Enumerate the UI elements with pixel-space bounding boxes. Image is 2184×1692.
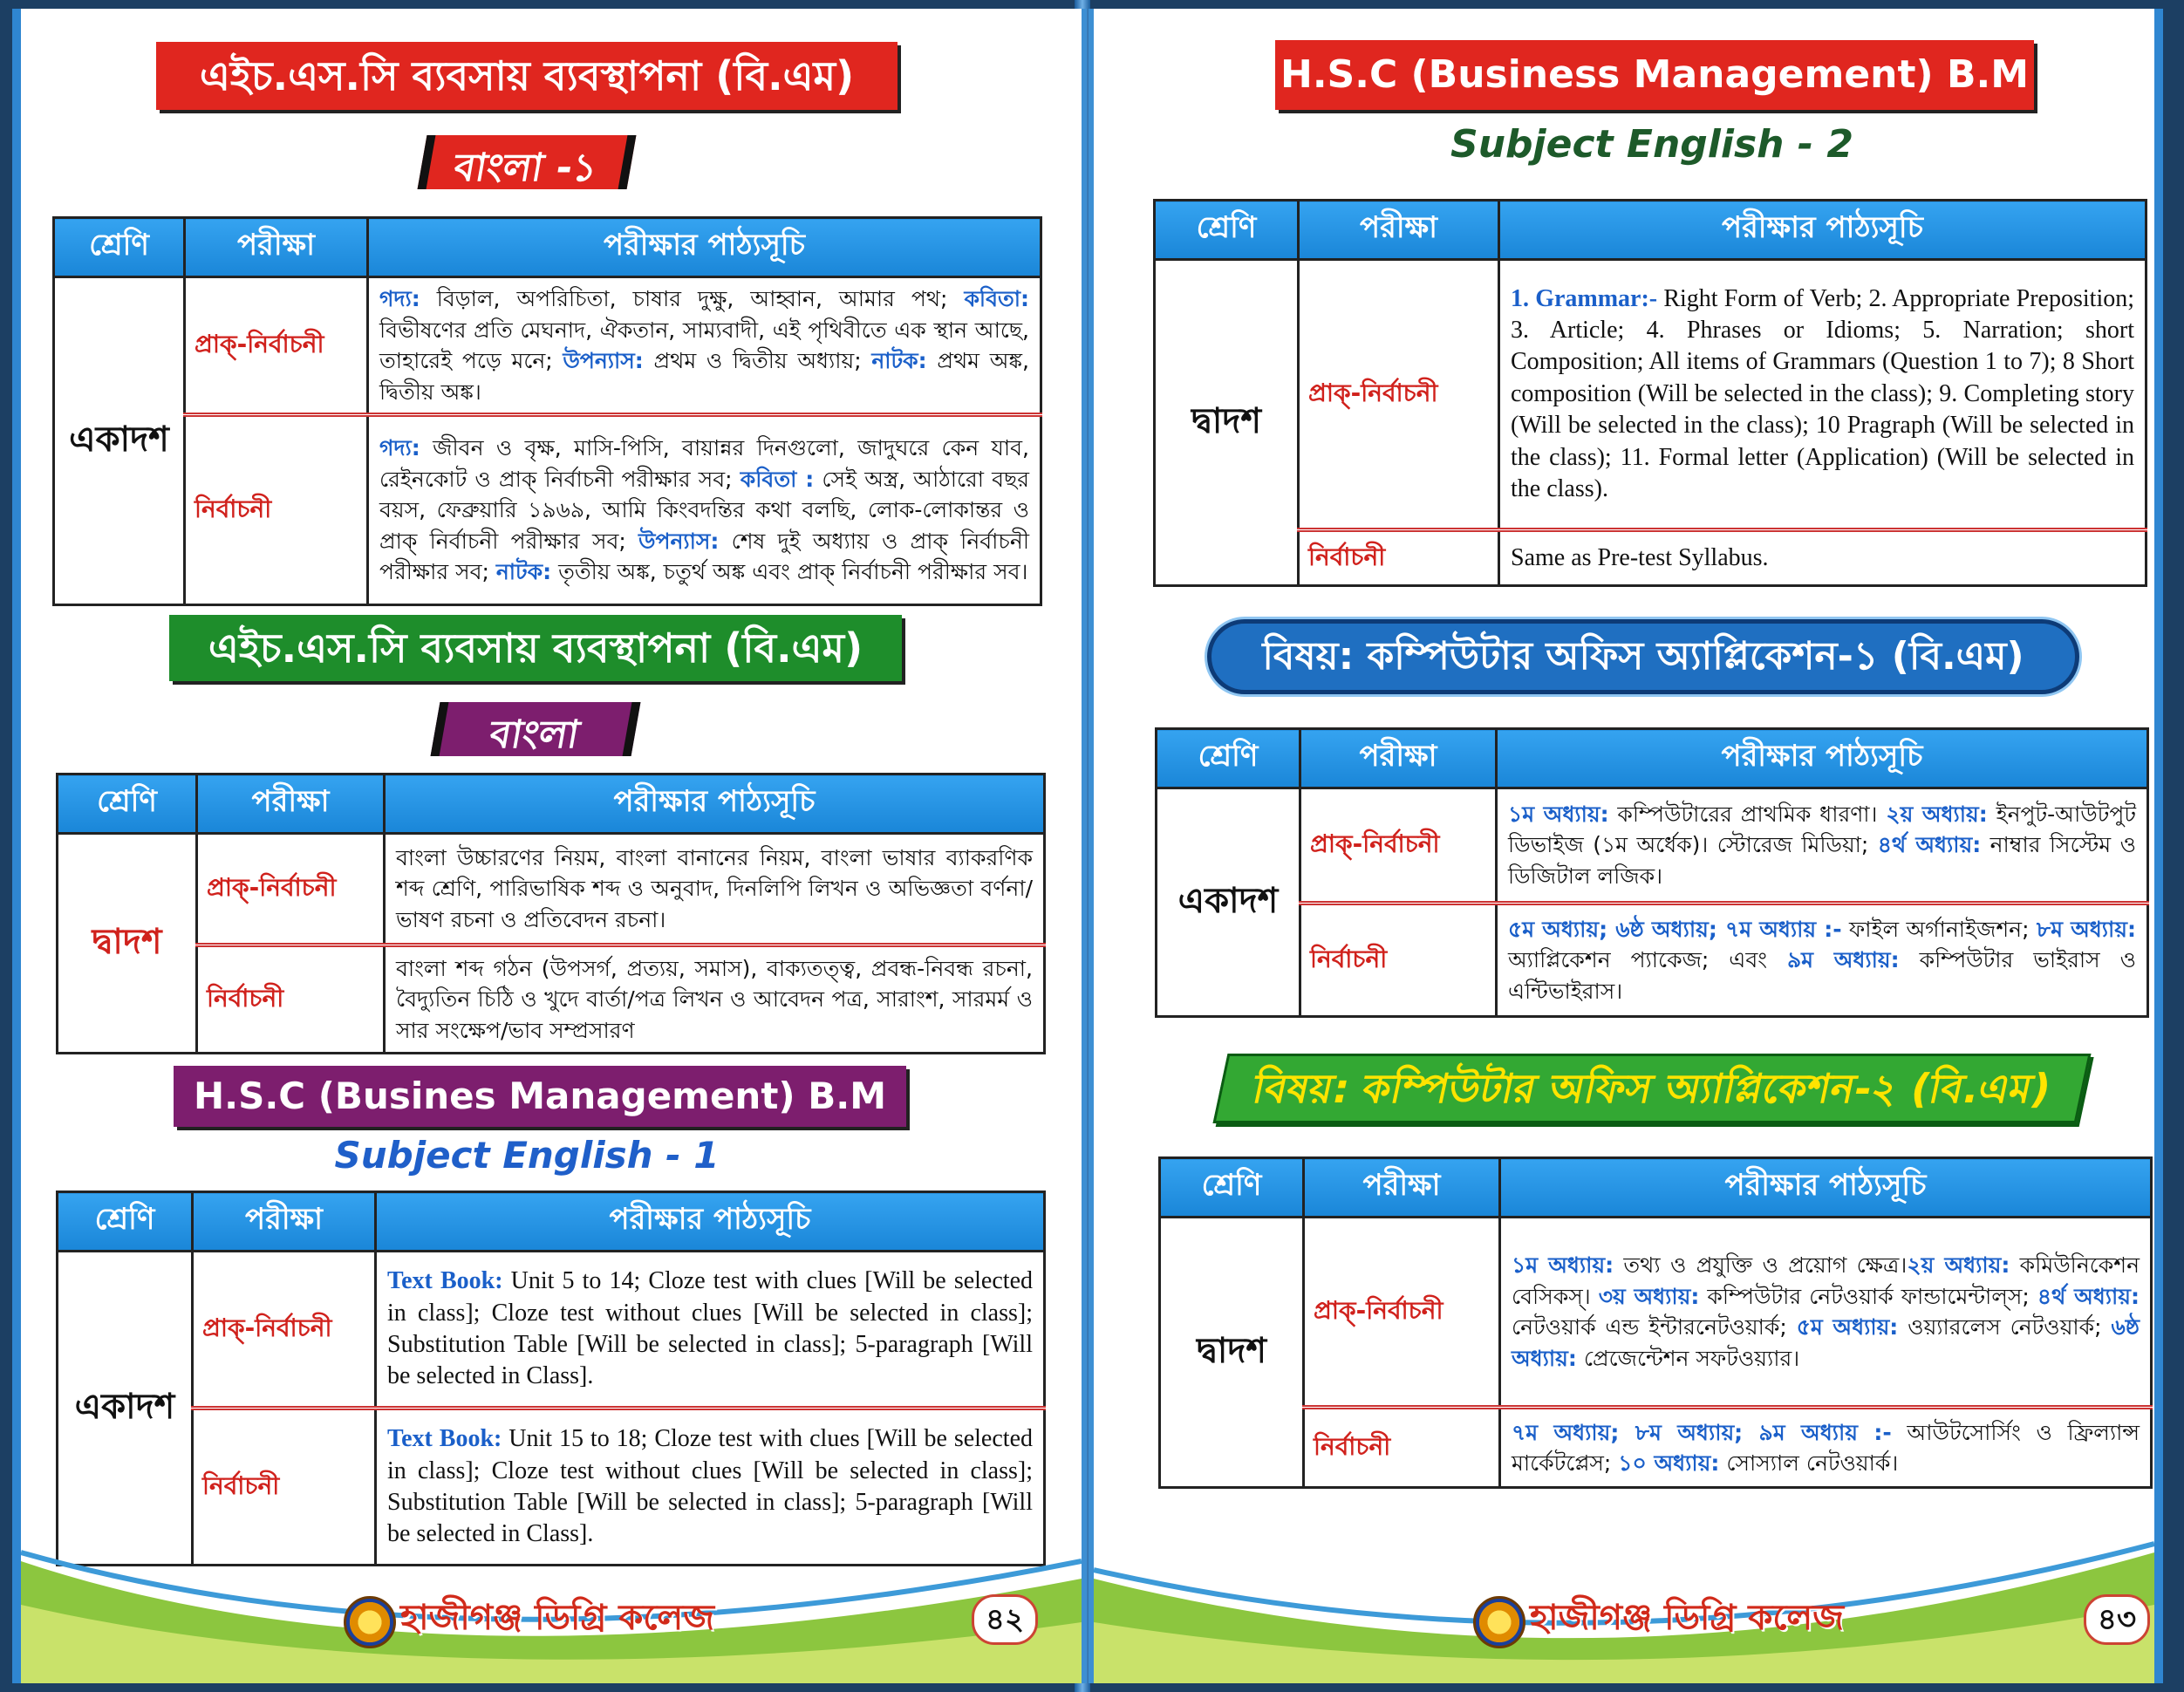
exam-cell-test: নির্বাচনী	[193, 1409, 376, 1566]
syllabus-text: শেষ দুই অধ্যায় ও প্রাক্ নির্বাচনী পরীক্ষার সব;	[379, 528, 1029, 585]
col-header-exam: পরীক্ষা	[1304, 1158, 1500, 1218]
college-name: হাজীগঞ্জ ডিগ্রি কলেজ	[1530, 1598, 1845, 1638]
exam-cell-pretest: প্রাক্-নির্বাচনী	[1299, 260, 1499, 530]
keyword: গদ্য:	[379, 286, 420, 311]
syllabus-text: সোস্যাল নেটওয়ার্ক।	[1719, 1450, 1899, 1476]
class-cell: দ্বাদশ	[1155, 260, 1299, 586]
keyword: ৪র্থ অধ্যায়:	[2037, 1283, 2140, 1309]
exam-cell-test: নির্বাচনী	[1300, 904, 1497, 1017]
syllabus-text: অ্যাপ্লিকেশন প্যাকেজ; এবং	[1508, 947, 1787, 973]
keyword: ৫ম অধ্যায়; ৬ষ্ঠ অধ্যায়; ৭ম অধ্যায় :-	[1508, 916, 1842, 942]
syllabus-text: কমিউনিকেশন বেসিকস্।	[1512, 1252, 2140, 1309]
syllabus-text: জীবন ও বৃক্ষ, মাসি-পিসি, বায়ান্নর দিনগুলো, জাদুঘরে কেন যাব, রেইনকোট ও প্রাক্ নির্বাচনী পরীক্ষার সব;	[379, 435, 1029, 492]
right-banner-english-2: H.S.C (Business Management) B.M	[1275, 40, 2034, 110]
keyword: ২য় অধ্যায়:	[1907, 1252, 2010, 1278]
col-header-class: শ্রেণি	[1157, 729, 1300, 788]
exam-cell-test: নির্বাচনী	[185, 415, 368, 605]
keyword: ৭ম অধ্যায়; ৮ম অধ্যায়; ৯ম অধ্যায় :-	[1512, 1419, 1892, 1445]
left-page	[12, 9, 1087, 1683]
syllabus-text: বিভীষণের প্রতি মেঘনাদ, ঐকতান, সাম্যবাদী, এই পৃথিবীতে এক স্থান আছে, তাহারেই পড়ে মনে;	[379, 317, 1029, 373]
right-banner-computer-2: বিষয়: কম্পিউটার অফিস অ্যাপ্লিকেশন-২ (বি.এম)	[1212, 1054, 2091, 1123]
col-header-exam: পরীক্ষা	[1300, 729, 1497, 788]
syllabus-cell	[1497, 788, 2148, 904]
col-header-exam: পরীক্ষা	[193, 1192, 376, 1252]
keyword: ৪র্থ অধ্যায়:	[1877, 832, 1982, 858]
syllabus-cell	[1497, 904, 2148, 1017]
keyword: ৬ষ্ঠ অধ্যায়:	[1512, 1314, 2140, 1371]
syllabus-text: কম্পিউটার ভাইরাস ও এন্টিভাইরাস।	[1508, 947, 2136, 1004]
syllabus-cell: বাংলা উচ্চারণের নিয়ম, বাংলা বানানের নিয়ম, বাংলা ভাষার ব্যাকরণিক শব্দ শ্রেণি, পারিভাষিক শব্দ ও অনুবাদ, দিনলিপি লিখন ও অভিজ্ঞতা বর্ণনা/ভাষণ রচনা ও প্রতিবেদন রচনা।	[385, 834, 1045, 945]
class-cell: দ্বাদশ	[58, 834, 197, 1054]
col-header-syllabus: পরীক্ষার পাঠ্যসূচি	[385, 774, 1045, 834]
syllabus-text: আউটসোর্সিং ও ফ্রিল্যান্স মার্কেটপ্লেস;	[1512, 1419, 2140, 1476]
col-header-class: শ্রেণি	[58, 774, 197, 834]
paper-tag-bangla-1: বাংলা -১	[418, 135, 637, 189]
exam-cell-pretest: প্রাক্-নির্বাচনী	[1300, 788, 1497, 904]
exam-cell-pretest: প্রাক্-নির্বাচনী	[1304, 1218, 1500, 1408]
class-cell: একাদশ	[58, 1252, 193, 1566]
col-header-exam: পরীক্ষা	[197, 774, 385, 834]
syllabus-cell	[1500, 1218, 2152, 1408]
syllabus-text: ওয়্যারলেস নেটওয়ার্ক;	[1898, 1314, 2112, 1340]
syllabus-text: সেই অস্ত্র, আঠারো বছর বয়স, ফেব্রুয়ারি ১৯৬৯, আমি কিংবদন্তির কথা বলছি, লোক-লোকান্তর ও প্রাক্ নির্বাচনী পরীক্ষার সব;	[379, 466, 1029, 554]
syllabus-text: বিড়াল, অপরিচিতা, চাষার দুক্ষু, আহ্বান, আমার পথ;	[420, 286, 965, 311]
syllabus-cell	[1500, 1408, 2152, 1488]
keyword: নাটক:	[871, 348, 927, 373]
keyword: 1. Grammar:-	[1511, 284, 1658, 312]
keyword: ২য় অধ্যায়:	[1886, 801, 1988, 827]
keyword: কবিতা :	[740, 466, 815, 492]
keyword: ১ম অধ্যায়:	[1508, 801, 1609, 827]
page-number: ৪২	[972, 1594, 1038, 1645]
exam-cell-pretest: প্রাক্-নির্বাচনী	[193, 1252, 376, 1409]
exam-cell-test: নির্বাচনী	[197, 945, 385, 1054]
syllabus-cell	[1499, 260, 2146, 530]
keyword: ৮ম অধ্যায়:	[2036, 916, 2136, 942]
college-logo-icon	[1473, 1596, 1525, 1648]
syllabus-table-english-1	[56, 1191, 1046, 1566]
paper-tag-bangla-2: বাংলা	[431, 702, 641, 756]
col-header-class: শ্রেণি	[1160, 1158, 1304, 1218]
syllabus-text: Unit 15 to 18; Cloze test with clues [Will be selected in class]; Cloze test without clues [Will be selected in class]; Substitution Table [Will be selected in class]; 5-paragraph [Will be selected in Class].	[387, 1425, 1033, 1548]
syllabus-table-bangla-2	[56, 773, 1046, 1054]
syllabus-text: নাম্বার সিস্টেম ও ডিজিটাল লজিক।	[1508, 832, 2136, 889]
syllabus-cell	[1499, 530, 2146, 586]
college-logo-icon	[344, 1596, 396, 1648]
syllabus-text: Unit 5 to 14; Cloze test with clues [Will be selected in class]; Cloze test without clues [Will be selected in class]; Substitution Table [Will be selected in class]; 5-paragraph [Will be selected in Class].	[387, 1267, 1033, 1390]
right-page	[1089, 9, 2163, 1683]
class-cell: দ্বাদশ	[1160, 1218, 1304, 1488]
col-header-syllabus: পরীক্ষার পাঠ্যসূচি	[1499, 201, 2146, 260]
left-banner-bangla-2: এইচ.এস.সি ব্যবসায় ব্যবস্থাপনা (বি.এম)	[169, 615, 902, 681]
syllabus-text: প্রথম অঙ্ক, দ্বিতীয় অঙ্ক।	[379, 348, 1029, 405]
syllabus-table-english-2	[1153, 199, 2147, 587]
syllabus-text: প্রেজেন্টেশন সফটওয়্যার।	[1576, 1345, 1800, 1371]
exam-cell-pretest: প্রাক্-নির্বাচনী	[185, 277, 368, 415]
col-header-class: শ্রেণি	[58, 1192, 193, 1252]
col-header-syllabus: পরীক্ষার পাঠ্যসূচি	[1497, 729, 2148, 788]
college-name: হাজীগঞ্জ ডিগ্রি কলেজ	[400, 1598, 715, 1638]
keyword: ৯ম অধ্যায়:	[1786, 947, 1900, 973]
col-header-syllabus: পরীক্ষার পাঠ্যসূচি	[1500, 1158, 2152, 1218]
syllabus-text: ইনপুট-আউটপুট ডিভাইজ (১ম অর্ধেক)। স্টোরেজ মিডিয়া;	[1508, 801, 2136, 858]
syllabus-text: প্রথম ও দ্বিতীয় অধ্যায়;	[643, 348, 872, 373]
syllabus-table-bangla-1	[52, 216, 1042, 606]
syllabus-cell	[376, 1252, 1045, 1409]
class-cell: একাদশ	[54, 277, 185, 605]
syllabus-text: তথ্য ও প্রযুক্তি ও প্রয়োগ ক্ষেত্র।	[1614, 1252, 1908, 1278]
syllabus-text: Right Form of Verb; 2. Appropriate Preposition; 3. Article; 4. Phrases or Idioms; 5. Narration; short Composition; All items of Grammars (Question 1 to 7); 8 Short composition (Will be selected in the class); 9. Completing story (Will be selected in the class); 10 Pragraph (Will be selected in the class); 11. Formal letter (Application) (Will be selected in the class).	[1511, 284, 2135, 502]
subject-title-english-2: Subject English - 2	[1450, 122, 1853, 167]
syllabus-table-computer-1	[1155, 727, 2149, 1018]
col-header-class: শ্রেণি	[1155, 201, 1299, 260]
syllabus-text: তৃতীয় অঙ্ক, চতুর্থ অঙ্ক এবং প্রাক্ নির্বাচনী পরীক্ষার সব।	[551, 559, 1028, 585]
subject-title-english-1: Subject English - 1	[334, 1134, 720, 1177]
keyword: ৩য় অধ্যায়:	[1598, 1283, 1700, 1309]
syllabus-cell: বাংলা শব্দ গঠন (উপসর্গ, প্রত্যয়, সমাস), বাক্যতত্ত্ব, প্রবন্ধ-নিবন্ধ রচনা, বৈদ্যুতিন চিঠি ও খুদে বার্তা/পত্র লিখন ও আবেদন পত্র, সারাংশ, সারমর্ম ও সার সংক্ষেপ/ভাব সম্প্রসারণ	[385, 945, 1045, 1054]
keyword: ৫ম অধ্যায়:	[1796, 1314, 1899, 1340]
left-banner-bangla-1: এইচ.এস.সি ব্যবসায় ব্যবস্থাপনা (বি.এম)	[156, 42, 897, 110]
exam-cell-pretest: প্রাক্-নির্বাচনী	[197, 834, 385, 945]
col-header-syllabus: পরীক্ষার পাঠ্যসূচি	[376, 1192, 1045, 1252]
syllabus-cell	[368, 415, 1041, 605]
keyword: গদ্য:	[379, 435, 420, 461]
left-banner-english-1: H.S.C (Busines Management) B.M	[174, 1066, 906, 1127]
keyword: নাটক:	[495, 559, 552, 585]
col-header-class: শ্রেণি	[54, 218, 185, 277]
syllabus-text: Same as Pre-test Syllabus.	[1511, 543, 1769, 571]
keyword: ১০ অধ্যায়:	[1618, 1450, 1720, 1476]
col-header-exam: পরীক্ষা	[185, 218, 368, 277]
syllabus-text: নেটওয়ার্ক এন্ড ইন্টারনেটওয়ার্ক;	[1512, 1314, 1797, 1340]
syllabus-text: ফাইল অর্গানাইজশন;	[1841, 916, 2037, 942]
class-cell: একাদশ	[1157, 788, 1300, 1017]
syllabus-text: কম্পিউটার নেটওয়ার্ক ফান্ডামেন্টাল্‌স;	[1699, 1283, 2037, 1309]
keyword: উপন্যাস:	[638, 528, 720, 554]
syllabus-cell	[368, 277, 1041, 415]
right-banner-computer-1: বিষয়: কম্পিউটার অফিস অ্যাপ্লিকেশন-১ (বি.এম)	[1207, 619, 2079, 694]
col-header-exam: পরীক্ষা	[1299, 201, 1499, 260]
exam-cell-test: নির্বাচনী	[1304, 1408, 1500, 1488]
syllabus-text: কম্পিউটারের প্রাথমিক ধারণা।	[1608, 801, 1887, 827]
keyword: ১ম অধ্যায়:	[1512, 1252, 1614, 1278]
col-header-syllabus: পরীক্ষার পাঠ্যসূচি	[368, 218, 1041, 277]
syllabus-table-computer-2	[1158, 1156, 2153, 1489]
keyword: Text Book:	[387, 1267, 503, 1295]
keyword: কবিতা:	[964, 286, 1029, 311]
exam-cell-test: নির্বাচনী	[1299, 530, 1499, 586]
keyword: উপন্যাস:	[563, 348, 644, 373]
page-number: ৪৩	[2084, 1594, 2150, 1645]
keyword: Text Book:	[387, 1425, 502, 1453]
